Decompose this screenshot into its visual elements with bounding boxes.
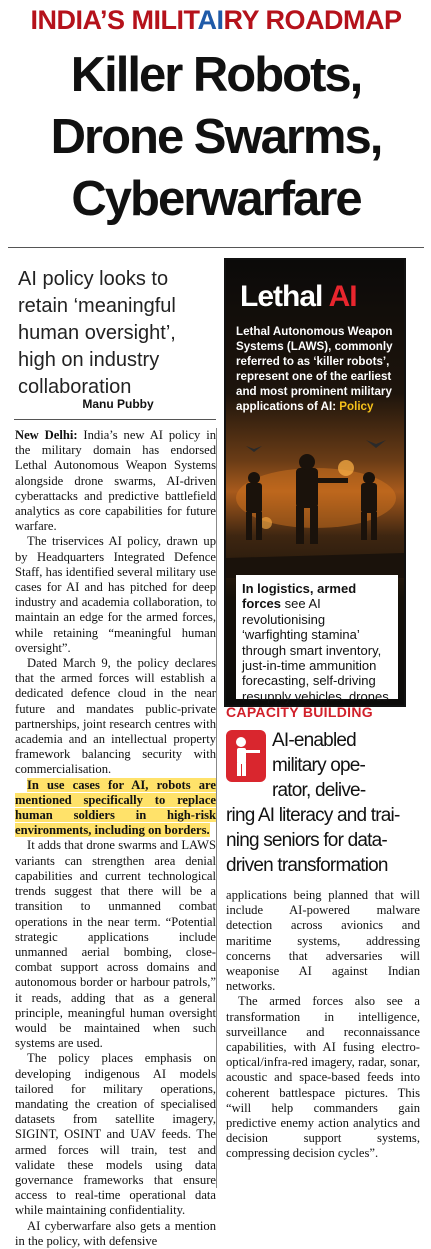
- soldier-icon: [226, 730, 266, 782]
- headline-line-1: Killer Robots,: [70, 48, 362, 102]
- headline-line-2: Drone Swarms,: [50, 110, 382, 164]
- headline-line-3: Cyberwarfare: [71, 172, 361, 226]
- article-paragraph: The policy places emphasis on developing indigenous AI models tailored for military operations, mandating the creation of specialised datasets from satellite imagery, SIGINT, OSINT and UAV feeds. The armed forces will train, test and validate these models using data governance frameworks that ensure access to real-time operational data while maintaining confidentiality.: [15, 1051, 216, 1218]
- byline: Manu Pubby: [82, 397, 154, 411]
- capacity-headline-4: ring AI literacy and trai-: [226, 805, 400, 826]
- article-paragraph: applications being planned that will include AI-powered malware detection across avionics and maritime systems, addressing concerns that adversaries will weaponise AI against Indian networks.: [226, 888, 420, 994]
- article-paragraph: AI cyberwarfare also gets a mention in the policy, with defensive: [15, 1218, 216, 1248]
- robot-soldiers-illustration: [226, 428, 404, 578]
- article-right-column: [226, 888, 420, 1162]
- article-left-column: [15, 428, 216, 1249]
- capacity-headline-1: AI-enabled: [272, 730, 356, 751]
- capacity-building-label: CAPACITY BUILDING: [226, 704, 373, 720]
- lethal-ai-text: Lethal Autonomous Weapon Systems (LAWS), commonly referred to as ‘killer robots’, represent one of the earliest and most prominent military applications of AI: Policy: [236, 325, 393, 413]
- capacity-headline-2: military ope-: [272, 755, 366, 776]
- policy-tag: Policy: [339, 400, 374, 413]
- lethal-ai-title: Lethal AI: [240, 280, 357, 313]
- kicker-ai: AI: [197, 5, 224, 35]
- highlighted-text: In use cases for AI, robots are mentioned specifically to replace human soldiers in high-risk environments, including on borders.: [15, 777, 216, 838]
- logistics-note: In logistics, armed forces see AI revolutionising ‘warfighting stamina’ through smart inventory, just-in-time ammunition forecasting, self-driving resupply vehicles, drones: [236, 575, 398, 699]
- capacity-headline-3: rator, delive-: [272, 780, 366, 801]
- byline-rule: [14, 419, 216, 420]
- article-paragraph: It adds that drone swarms and LAWS variants can strengthen area denial capabilities and current technological trends suggest that there will be a transition to unmanned combat operations in the near term. “Potential strategic applications include unmanned aerial bombing, close-combat support across domains and autonomous border or harbour patrols,” it reads, adding that as a general principle, meaningful human oversight would be maintained when such systems are used.: [15, 838, 216, 1051]
- capacity-headline-5: ning seniors for data-: [226, 830, 387, 851]
- article-paragraph: The triservices AI policy, drawn up by Headquarters Integrated Defence Staff, has identified several military use cases for AI and has pitched for deep industry and academia collaboration, to maintain an edge for the armed forces, while retaining “meaningful human oversight”.: [15, 534, 216, 655]
- lethal-ai-box: [224, 258, 406, 707]
- article-paragraph: [15, 778, 216, 839]
- headline-rule: [8, 247, 424, 248]
- article-paragraph: The armed forces also see a transformation in intelligence, surveillance and reconnaissance capabilities, with AI fusing electro-optical/infra-red imagery, radar, sonar, acoustic and space-based feeds into coherent battlespace pictures. This “will help commanders gain predictive enemy action analytics and decision support systems, compressing decision cycles”.: [226, 994, 420, 1161]
- article-paragraph: Dated March 9, the policy declares that the armed forces will establish a dedicated defence cloud in the near future and mandates public-private partnerships, joint research centres with academia and an intellectual property framework balancing security with commercialisation.: [15, 656, 216, 777]
- headline: [6, 44, 426, 230]
- dateline: New Delhi:: [15, 428, 78, 442]
- column-divider: [216, 428, 217, 1188]
- kicker: INDIA’S MILITAIRY ROADMAP: [30, 5, 402, 35]
- capacity-headline-6: driven transformation: [226, 855, 388, 876]
- article-paragraph: New Delhi: India’s new AI policy in the military domain has endorsed Lethal Autonomous Weapon Systems alongside drone swarms, AI-driven cyberattacks and predictive battlefield analytics as core capabilities for future warfare.: [15, 428, 216, 534]
- deck: AI policy looks to retain ‘meaningful human oversight’, high on industry collaboration: [18, 268, 176, 398]
